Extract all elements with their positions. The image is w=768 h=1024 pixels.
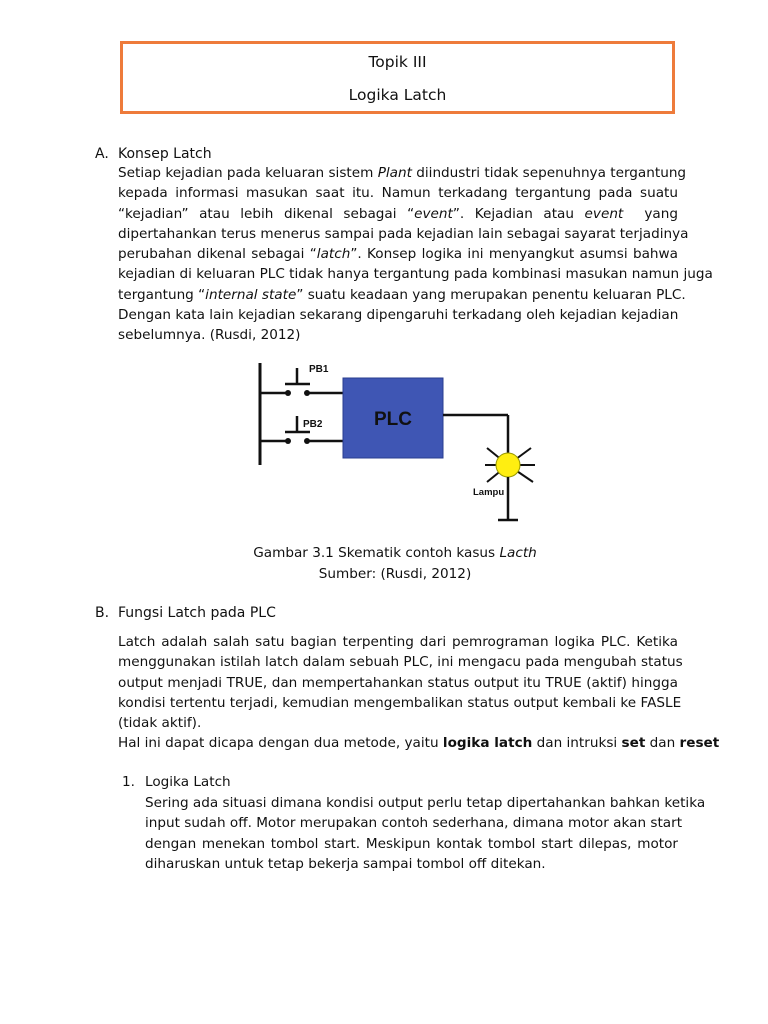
paragraph-line: kondisi tertentu terjadi, kemudian mengembalikan status output kembali ke FASLE [118, 694, 682, 711]
pb2-contact-left [285, 438, 291, 444]
caption-source: Sumber: (Rusdi, 2012) [318, 565, 472, 582]
subsection-1-title: Logika Latch [145, 774, 231, 790]
caption-line-1: Gambar 3.1 Skematik contoh kasus Lacth [253, 545, 537, 561]
paragraph-line: (tidak aktif). [118, 715, 202, 732]
topic-number: Topik III [368, 53, 427, 71]
lampu-label: Lampu [473, 487, 505, 498]
paragraph-line: menggunakan istilah latch dalam sebuah PLC, ini mengacu pada mengubah status [118, 654, 683, 671]
plc-label: PLC [374, 409, 412, 430]
paragraph-line: kejadian di keluaran PLC tidak hanya tergantung pada kombinasi masukan namun juga [118, 266, 713, 283]
plc-latch-schematic [255, 360, 545, 530]
paragraph-line: tergantung “internal state” suatu keadaan yang merupakan penentu keluaran PLC. [118, 286, 686, 303]
section-b-paragraph [118, 632, 720, 754]
paragraph-line: input sudah off. Motor merupakan contoh sederhana, dimana motor akan start [145, 815, 683, 832]
section-b-number: B. [95, 605, 110, 621]
section-a-number: A. [95, 146, 109, 162]
paragraph-line: sebelumnya. (Rusdi, 2012) [118, 327, 301, 344]
paragraph-line: dengan menekan tombol start. Meskipun kontak tombol start dilepas, motor [145, 835, 678, 852]
paragraph-line: Setiap kejadian pada keluaran sistem Plant diindustri tidak sepenuhnya tergantung [118, 165, 687, 181]
paragraph-line: kepada informasi masukan saat itu. Namun terkadang tergantung pada suatu [118, 185, 678, 202]
paragraph-line: dipertahankan terus menerus sampai pada kejadian lain sebagai sayarat terjadinya [118, 225, 689, 242]
paragraph-line: Hal ini dapat dicapa dengan dua metode, yaitu logika latch dan intruksi set dan reset [118, 735, 720, 752]
figure-caption [180, 543, 610, 584]
pb1-label: PB1 [309, 364, 329, 375]
topic-title: Logika Latch [348, 86, 447, 104]
paragraph-line: “kejadian” atau lebih dikenal sebagai “event”. Kejadian atau event yang [118, 205, 678, 222]
paragraph-line: diharuskan untuk tetap bekerja sampai tombol off ditekan. [145, 855, 546, 872]
pb2-label: PB2 [303, 419, 323, 430]
paragraph-line: output menjadi TRUE, dan mempertahankan status output itu TRUE (aktif) hingga [118, 674, 678, 691]
pb1-contact-left [285, 390, 291, 396]
paragraph-line: perubahan dikenal sebagai “latch”. Konsep logika ini menyangkut asumsi bahwa [118, 246, 678, 263]
paragraph-line: Sering ada situasi dimana kondisi output perlu tetap dipertahankan bahkan ketika [145, 795, 706, 811]
paragraph-line: Dengan kata lain kejadian sekarang dipengaruhi terkadang oleh kejadian kejadian [118, 307, 679, 324]
subsection-1-number: 1. [122, 774, 135, 790]
title-box [120, 41, 675, 114]
section-b-title: Fungsi Latch pada PLC [118, 605, 276, 621]
section-a-title: Konsep Latch [118, 146, 212, 162]
subsection-1-paragraph [145, 793, 706, 874]
paragraph-line: Latch adalah salah satu bagian terpenting dari pemrograman logika PLC. Ketika [118, 634, 678, 650]
lamp-icon [496, 453, 520, 477]
section-a-paragraph [118, 163, 713, 346]
